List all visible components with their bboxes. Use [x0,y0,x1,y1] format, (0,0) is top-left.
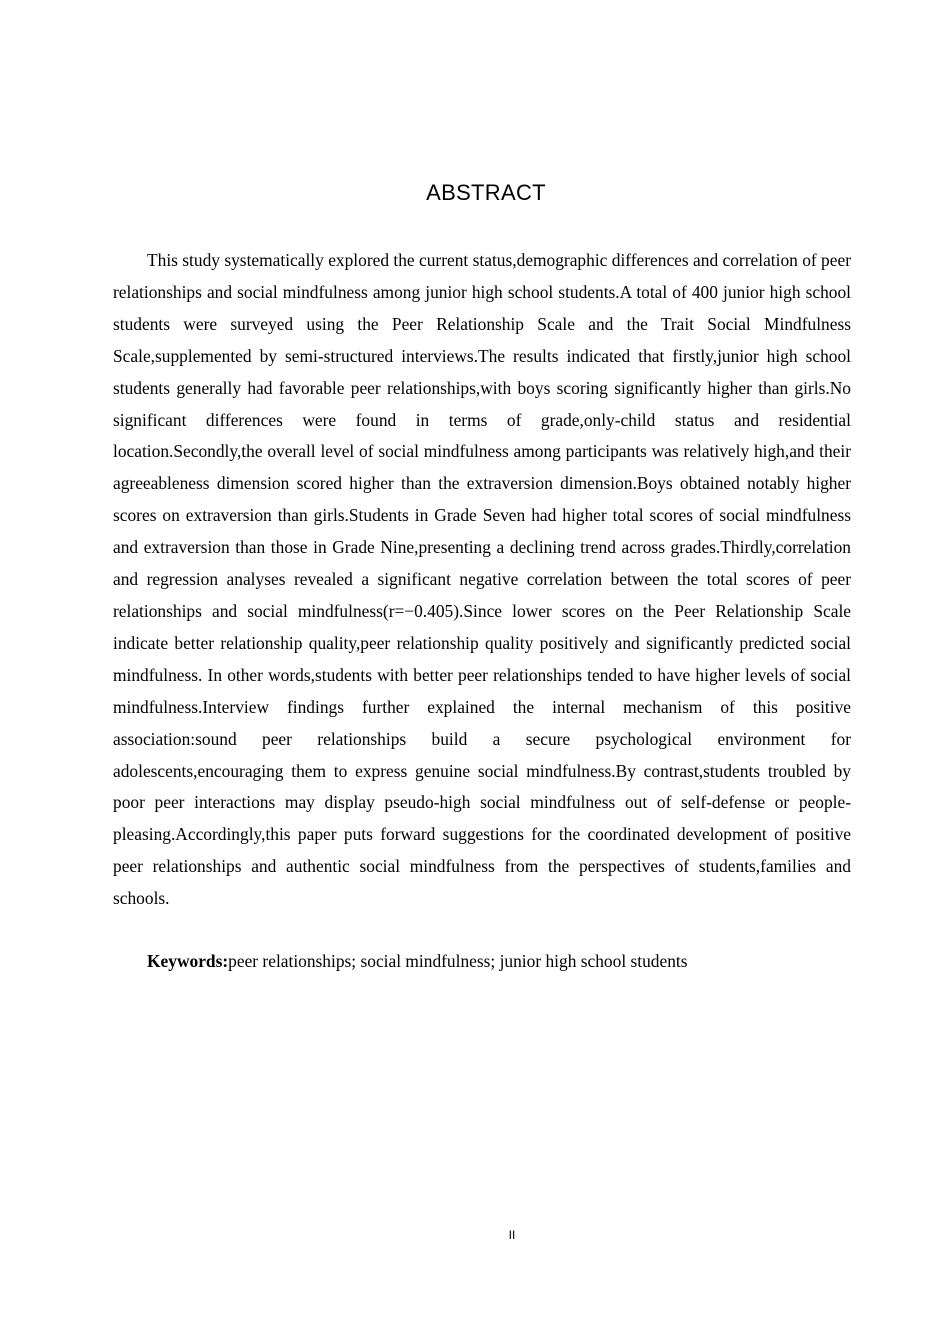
page-number: II [508,1228,516,1242]
keywords-label: Keywords: [147,951,229,971]
keywords-text: peer relationships; social mindfulness; junior high school students [228,951,688,971]
keywords-line [113,946,851,978]
abstract-title: ABSTRACT [426,180,546,205]
abstract-body: This study systematically explored the current status,demographic differences and correlation of peer relationships and social mindfulness among junior high school students.A total of 400 junior high school students were surveyed using the Peer Relationship Scale and the Trait Social Mindfulness Scale,supplemented by semi-structured interviews.The results indicated that firstly,junior high school students generally had favorable peer relationships,with boys scoring significantly higher than girls.No significant differences were found in terms of grade,only-child status and residential location.Secondly,the overall level of social mindfulness among participants was relatively high,and their agreeableness dimension scored higher than the extraversion dimension.Boys obtained notably higher scores on extraversion than girls.Students in Grade Seven had higher total scores of social mindfulness and extraversion than those in Grade Nine,presenting a declining trend across grades.Thirdly,correlation and regression analyses revealed a significant negative correlation between the total scores of peer relationships and social mindfulness(r=−0.405).Since lower scores on the Peer Relationship Scale indicate better relationship quality,peer relationship quality positively and significantly predicted social mindfulness. In other words,students with better peer relationships tended to have higher levels of social mindfulness.Interview findings further explained the internal mechanism of this positive association:sound peer relationships build a secure psychological environment for adolescents,encouraging them to express genuine social mindfulness.By contrast,students troubled by poor peer interactions may display pseudo-high social mindfulness out of self-defense or people-pleasing.Accordingly,this paper puts forward suggestions for the coordinated development of positive peer relationships and authentic social mindfulness from the perspectives of students,families and schools. [113,250,851,909]
